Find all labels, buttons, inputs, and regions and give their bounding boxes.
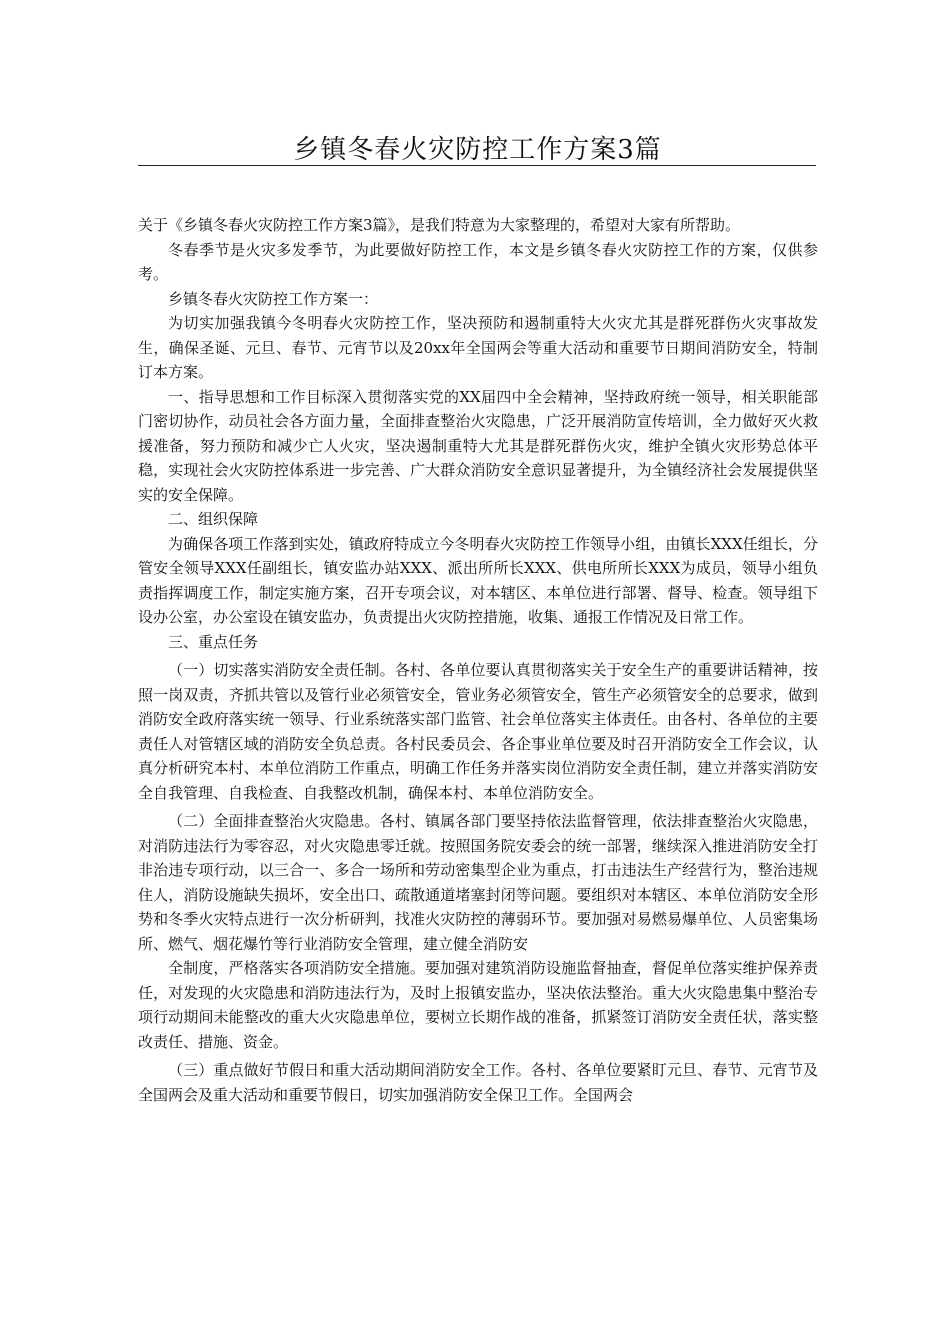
document-title: 乡镇冬春火灾防控工作方案3篇 [293,135,662,165]
section-heading-plan-one: 乡镇冬春火灾防控工作方案一： [168,289,379,308]
organization-paragraph: 为确保各项工作落到实处，镇政府特成立今冬明春火灾防控工作领导小组，由镇长XXX任组长，分管安全领导XXX任副组长，镇安监办站XXX、派出所所长XXX、供电所所长XXX为成员，领导小组负责指挥调度工作，制定实施方案，召开专项会议，对本辖区、本单位进行部署、督导、检查。领导组下设办公室，办公室设在镇安监办，负责提出火灾防控措施，收集、通报工作情况及日常工作。 [138,534,818,626]
task-two-continued-paragraph: 全制度，严格落实各项消防安全措施。要加强对建筑消防设施监督抽查，督促单位落实维护保养责任，对发现的火灾隐患和消防违法行为，及时上报镇安监办，坚决依法整治。重大火灾隐患集中整治专项行动期间未能整改的重大火灾隐患单位，要树立长期作战的准备，抓紧签订消防安全责任状，落实整改责任、措施、资金。 [138,959,818,1051]
guiding-principles-paragraph: 一、指导思想和工作目标深入贯彻落实党的XX届四中全会精神，坚持政府统一领导，相关职能部门密切协作，动员社会各方面力量，全面排查整治火灾隐患，广泛开展消防宣传培训，全力做好灭火救援准备，努力预防和减少亡人火灾，坚决遏制重特大尤其是群死群伤火灾，维护全镇火灾形势总体平稳，实现社会火灾防控体系进一步完善、广大群众消防安全意识显著提升，为全镇经济社会发展提供坚实的安全保障。 [138,387,818,504]
section-heading-key-tasks: 三、重点任务 [168,632,259,651]
task-one-paragraph: （一）切实落实消防安全责任制。各村、各单位要认真贯彻落实关于安全生产的重要讲话精神，按照一岗双责，齐抓共管以及管行业必须管安全，管业务必须管安全，管生产必须管安全的总要求，做到消防安全政府落实统一领导、行业系统落实部门监管、社会单位落实主体责任。由各村、各单位的主要责任人对管辖区域的消防安全负总责。各村民委员会、各企事业单位要及时召开消防安全工作会议，认真分析研究本村、本单位消防工作重点，明确工作任务并落实岗位消防安全责任制，建立并落实消防安全自我管理、自我检查、自我整改机制，确保本村、本单位消防安全。 [138,661,818,802]
task-two-paragraph: （二）全面排查整治火灾隐患。各村、镇属各部门要坚持依法监督管理，依法排查整治火灾隐患，对消防违法行为零容忍，对火灾隐患零迁就。按照国务院安委会的统一部署，继续深入推进消防安全打非治违专项行动，以三合一、多合一场所和劳动密集型企业为重点，打击违法生产经营行为，整治违规住人，消防设施缺失损坏，安全出口、疏散通道堵塞封闭等问题。要组织对本辖区、本单位消防安全形势和冬季火灾特点进行一次分析研判，找准火灾防控的薄弱环节。要加强对易燃易爆单位、人员密集场所、燃气、烟花爆竹等行业消防安全管理，建立健全消防安 [138,812,818,953]
document-body [138,213,818,1107]
section-heading-organization: 二、组织保障 [168,510,259,528]
plan-purpose-paragraph: 为切实加强我镇今冬明春火灾防控工作，坚决预防和遏制重特大火灾尤其是群死群伤火灾事故发生，确保圣诞、元旦、春节、元宵节以及20xx年全国两会等重大活动和重要节日期间消防安全，特制订本方案。 [138,314,818,381]
title-underline [138,165,816,166]
intro-paragraph: 关于《乡镇冬春火灾防控工作方案3篇》，是我们特意为大家整理的，希望对大家有所帮助。 [138,216,741,234]
task-three-paragraph: （三）重点做好节假日和重大活动期间消防安全工作。各村、各单位要紧盯元旦、春节、元宵节及全国两会及重大活动和重要节假日，切实加强消防安全保卫工作。全国两会 [138,1061,818,1104]
summary-paragraph: 冬春季节是火灾多发季节，为此要做好防控工作，本文是乡镇冬春火灾防控工作的方案，仅供参考。 [138,240,818,283]
